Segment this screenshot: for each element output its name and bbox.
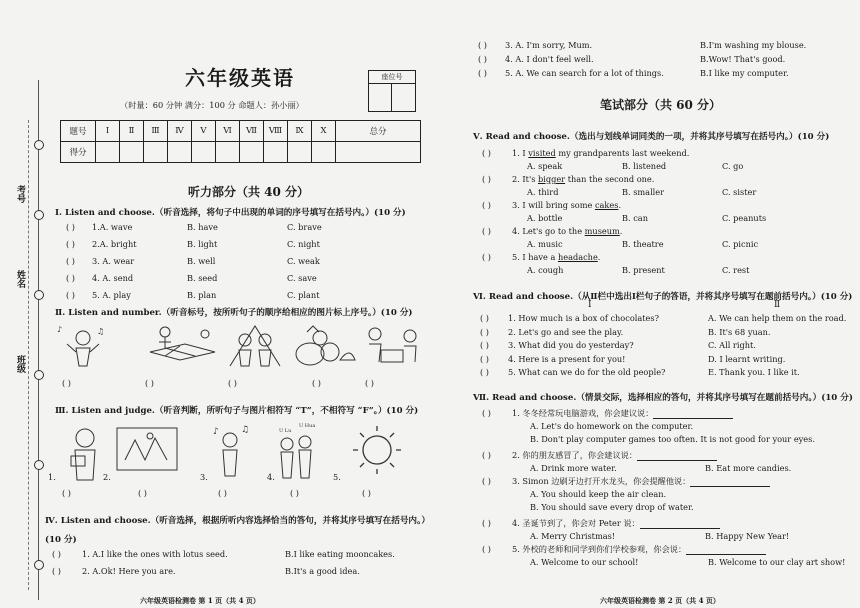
option-a: 3. A. wear — [92, 256, 135, 266]
question-sentence — [512, 252, 600, 262]
score-cell[interactable] — [192, 142, 216, 163]
option-c: C. plant — [287, 290, 320, 300]
option-a: A. cough — [527, 265, 564, 275]
boy-reading-picture — [71, 429, 95, 480]
svg-text:♪: ♪ — [57, 325, 63, 334]
option-c: C. save — [287, 273, 317, 283]
option-a: A. bottle — [527, 213, 563, 223]
answer-blank[interactable] — [637, 452, 717, 461]
fireworks-picture — [117, 428, 177, 470]
answer-paren[interactable]: ( ) — [482, 174, 491, 184]
section-7-head: Ⅶ. Read and choose.（情景交际，选择相应的答句，并将其序号填写在题前括号内。）(10 分) — [473, 393, 853, 403]
option-b: B. Don't play computer games too often. It is not good for your eyes. — [530, 434, 815, 444]
score-row-label: 得分 — [61, 142, 96, 163]
section-2-head: Ⅱ. Listen and number.（听音标号，按所听句子的顺序给相应的图片标上序号。）(10 分) — [55, 308, 413, 318]
answer-paren[interactable]: ( ) — [52, 566, 61, 576]
score-cell[interactable] — [264, 142, 288, 163]
answer-paren[interactable]: ( ) — [478, 68, 487, 78]
option-b: B. present — [622, 265, 665, 275]
option-a: A. Merry Christmas! — [530, 531, 616, 541]
question-prompt: 1. 冬冬经常玩电脑游戏，你会建议说： — [512, 408, 654, 418]
option-a: 5. A. play — [92, 290, 131, 300]
sentence-part: 1. I — [512, 148, 529, 158]
answer-paren[interactable]: ( ) — [62, 378, 71, 388]
binding-hole — [34, 560, 44, 570]
underlined-word: museum — [584, 226, 620, 236]
answer-paren[interactable]: ( ) — [482, 518, 491, 528]
score-cell[interactable] — [144, 142, 168, 163]
answer-paren[interactable]: ( ) — [138, 488, 147, 498]
svg-text:♫: ♫ — [241, 425, 250, 435]
section-2-pictures — [55, 322, 435, 374]
score-header-cell: Ⅹ — [312, 121, 336, 142]
option-b: B. listened — [622, 161, 667, 171]
footer-left: 六年级英语检测卷 第 1 页（共 4 页） — [140, 596, 260, 605]
score-cell[interactable] — [96, 142, 120, 163]
question-sentence — [512, 226, 622, 236]
score-cell[interactable] — [216, 142, 240, 163]
option-b: B. light — [187, 239, 218, 249]
score-cell[interactable] — [168, 142, 192, 163]
section-1-head: Ⅰ. Listen and choose.（听音选择，将句子中出现的单词的序号填写在括号内。）(10 分) — [55, 208, 406, 218]
kids-table-picture — [369, 328, 416, 362]
answer-paren[interactable]: ( ) — [66, 273, 75, 283]
name-label: 姓名 — [15, 270, 25, 288]
section-3-head: Ⅲ. Listen and judge.（听音判断，所听句子与图片相符写 “T”，不相符写 “F”。）(10 分) — [55, 406, 419, 416]
option-a: 1. A.I like the ones with lotus seed. — [82, 549, 228, 559]
svg-text:♫: ♫ — [97, 327, 105, 336]
class-label: 班级 — [15, 355, 25, 373]
option-b: B.I'm washing my blouse. — [700, 40, 807, 50]
option-b: B.It's a good idea. — [285, 566, 360, 576]
question-sentence — [512, 200, 621, 210]
underlined-word: visited — [528, 148, 556, 158]
option-a: 5. A. We can search for a lot of things. — [505, 68, 664, 78]
answer-paren[interactable]: ( ) — [480, 340, 489, 350]
pic-label: U Lu — [279, 428, 292, 434]
option-a: A. speak — [527, 161, 563, 171]
answer-paren[interactable]: ( ) — [66, 222, 75, 232]
sentence-part: . — [597, 252, 601, 262]
option-c: C. sister — [722, 187, 757, 197]
option-b: B. Happy New Year! — [705, 531, 790, 541]
sentence-part: . — [619, 226, 623, 236]
sun-picture — [353, 426, 401, 474]
sentence-part: 5. I have a — [512, 252, 558, 262]
answer-blank[interactable] — [653, 410, 733, 419]
answer-blank[interactable] — [690, 478, 770, 487]
answer-option: A. We can help them on the road. — [708, 313, 847, 323]
sentence-part: 4. Let's go to the — [512, 226, 585, 236]
kid-music-2-picture — [213, 425, 249, 476]
question-text: 2. Let's go and see the play. — [508, 326, 624, 337]
score-header-cell: Ⅸ — [288, 121, 312, 142]
section-3-pictures — [55, 420, 435, 486]
question-text: 5. What can we do for the old people? — [508, 367, 666, 377]
picture-number: 1. — [48, 472, 56, 482]
underlined-word: headache — [557, 252, 598, 262]
question-sentence — [512, 174, 654, 184]
kid-music-picture — [57, 325, 104, 366]
hopscotch-picture — [150, 327, 215, 360]
option-c: C. rest — [722, 265, 750, 275]
column-2-label: Ⅱ — [774, 300, 781, 310]
pic-label: U Hua — [299, 423, 316, 429]
picture-number: 3. — [200, 472, 208, 482]
answer-paren[interactable]: ( ) — [482, 476, 491, 486]
answer-option: D. I learnt writing. — [708, 353, 786, 364]
question-text — [512, 450, 717, 461]
option-c: C. peanuts — [722, 213, 767, 223]
answer-paren[interactable]: ( ) — [480, 326, 489, 337]
section-4-head: Ⅳ. Listen and choose.（听音选择，根据所听内容选择恰当的答句，并将其序号填写在括号内。）(10 分) — [45, 516, 430, 545]
option-a: A. Drink more water. — [530, 463, 617, 473]
score-header-cell: Ⅲ — [144, 121, 168, 142]
score-table — [60, 120, 421, 163]
seat-label: 座位号 — [369, 71, 415, 84]
sentence-part: 2. It's — [512, 174, 538, 184]
score-cell[interactable] — [288, 142, 312, 163]
question-prompt: 3. Simon 边刷牙边打开水龙头，你会提醒他说： — [512, 476, 691, 486]
answer-paren[interactable]: ( ) — [66, 239, 75, 249]
answer-paren[interactable]: ( ) — [218, 488, 227, 498]
column-1-label: Ⅰ — [588, 300, 592, 310]
answer-option: B. It's 68 yuan. — [708, 326, 771, 337]
score-cell[interactable] — [120, 142, 144, 163]
score-header-cell: Ⅷ — [264, 121, 288, 142]
binding-hole — [34, 290, 44, 300]
option-b: B. well — [187, 256, 216, 266]
answer-paren[interactable]: ( ) — [480, 313, 489, 323]
option-b: B. Welcome to our clay art show! — [708, 557, 846, 567]
picture-number: 5. — [333, 472, 341, 482]
answer-paren[interactable]: ( ) — [480, 353, 489, 364]
answer-paren[interactable]: ( ) — [62, 488, 71, 498]
two-kids-picture — [279, 423, 315, 478]
sentence-part: 3. I will bring some — [512, 200, 595, 210]
score-header-cell: 题号 — [61, 121, 96, 142]
answer-paren[interactable]: ( ) — [478, 40, 487, 50]
option-c: C. brave — [287, 222, 322, 232]
answer-paren[interactable]: ( ) — [482, 200, 491, 210]
binding-hole — [34, 460, 44, 470]
answer-paren[interactable]: ( ) — [66, 290, 75, 300]
binding-dashed-line — [28, 120, 30, 590]
answer-paren[interactable]: ( ) — [145, 378, 154, 388]
kids-group-picture — [230, 326, 280, 366]
answer-blank[interactable] — [640, 520, 720, 529]
answer-paren[interactable]: ( ) — [365, 378, 374, 388]
option-c: C. weak — [287, 256, 320, 266]
option-a: 4. A. I don't feel well. — [505, 54, 594, 64]
question-text — [512, 408, 733, 419]
question-prompt: 5. 外校的老师和同学到你们学校参观，你会说： — [512, 544, 687, 554]
option-a: A. Let's do homework on the computer. — [530, 421, 694, 431]
option-a: A. Welcome to our school! — [530, 557, 639, 567]
question-prompt: 2. 你的朋友感冒了，你会建议说： — [512, 450, 638, 460]
score-header-cell: 总分 — [336, 121, 421, 142]
answer-option: C. All right. — [708, 340, 756, 350]
answer-paren[interactable]: ( ) — [362, 488, 371, 498]
question-text: 4. Here is a present for you! — [508, 353, 626, 364]
section-5-head: Ⅴ. Read and choose.（选出与划线单词同类的一项，并将其序号填写在括号内。）(10 分) — [473, 132, 830, 142]
picture-number: 4. — [267, 472, 275, 482]
answer-paren[interactable]: ( ) — [482, 408, 491, 418]
answer-paren[interactable]: ( ) — [66, 256, 75, 266]
score-header-cell: Ⅰ — [96, 121, 120, 142]
score-header-cell: Ⅱ — [120, 121, 144, 142]
option-c: C. picnic — [722, 239, 759, 249]
option-b: B. You should save every drop of water. — [530, 502, 694, 512]
option-b: B. have — [187, 222, 218, 232]
binding-hole — [34, 140, 44, 150]
question-text — [512, 518, 720, 529]
score-header-cell: Ⅴ — [192, 121, 216, 142]
sentence-part: my grandparents last weekend. — [555, 148, 690, 158]
binding-hole — [34, 370, 44, 380]
question-text: 1. How much is a box of chocolates? — [508, 313, 659, 323]
seat-number-box — [368, 70, 416, 112]
option-a: 2.A. bright — [92, 239, 137, 249]
answer-paren[interactable]: ( ) — [290, 488, 299, 498]
underlined-word: cakes — [594, 200, 619, 210]
option-c: C. night — [287, 239, 320, 249]
score-cell[interactable] — [312, 142, 336, 163]
exam-number-label: 考号 — [15, 185, 25, 203]
page-title: 六年级英语 — [185, 66, 295, 90]
sentence-part: . — [618, 200, 622, 210]
picture-number: 2. — [103, 472, 111, 482]
listening-title: 听力部分（共 40 分） — [188, 185, 310, 199]
underlined-word: bigger — [538, 174, 566, 184]
answer-option: E. Thank you. I like it. — [708, 367, 800, 377]
option-b: B.I like eating mooncakes. — [285, 549, 395, 559]
score-cell[interactable] — [240, 142, 264, 163]
svg-text:♪: ♪ — [213, 427, 219, 437]
option-a: 2. A.Ok! Here you are. — [82, 566, 176, 576]
answer-paren[interactable]: ( ) — [482, 450, 491, 460]
answer-paren[interactable]: ( ) — [52, 549, 61, 559]
option-a: A. You should keep the air clean. — [530, 489, 667, 499]
score-cell[interactable] — [336, 142, 421, 163]
answer-blank[interactable] — [686, 546, 766, 555]
answer-paren[interactable]: ( ) — [482, 226, 491, 236]
binding-hole — [34, 210, 44, 220]
score-header-cell: Ⅳ — [168, 121, 192, 142]
answer-paren[interactable]: ( ) — [482, 544, 491, 554]
answer-paren[interactable]: ( ) — [478, 54, 487, 64]
written-title: 笔试部分（共 60 分） — [600, 98, 722, 112]
question-text: 3. What did you do yesterday? — [508, 340, 634, 350]
question-prompt: 4. 圣诞节到了，你会对 Peter 说： — [512, 518, 640, 528]
sentence-part: than the second one. — [565, 174, 655, 184]
answer-paren[interactable]: ( ) — [228, 378, 237, 388]
option-b: B. seed — [187, 273, 218, 283]
option-b: B.I like my computer. — [700, 68, 789, 78]
answer-paren[interactable]: ( ) — [312, 378, 321, 388]
option-b: B. plan — [187, 290, 217, 300]
question-sentence — [512, 148, 689, 158]
score-header-cell: Ⅵ — [216, 121, 240, 142]
option-b: B. theatre — [622, 239, 664, 249]
option-b: B. Eat more candies. — [705, 463, 792, 473]
answer-paren[interactable]: ( ) — [482, 148, 491, 158]
option-b: B.Wow! That's good. — [700, 54, 786, 64]
option-a: 1.A. wave — [92, 222, 133, 232]
option-a: A. music — [527, 239, 563, 249]
fruits-picture — [296, 326, 355, 365]
score-header-cell: Ⅶ — [240, 121, 264, 142]
section-6-head: Ⅵ. Read and choose.（从Ⅱ栏中选出Ⅰ栏句子的答语，并将其序号填写在题前括号内。）(10 分) — [473, 292, 853, 302]
binding-line — [38, 80, 39, 600]
answer-paren[interactable]: ( ) — [482, 252, 491, 262]
question-text — [512, 476, 770, 487]
option-a: A. third — [527, 187, 559, 197]
option-c: C. go — [722, 161, 744, 171]
footer-right: 六年级英语检测卷 第 2 页（共 4 页） — [600, 596, 720, 605]
answer-paren[interactable]: ( ) — [480, 367, 489, 377]
question-text — [512, 544, 766, 555]
exam-info: （时量：60 分钟 满分：100 分 命题人：孙小丽） — [120, 100, 304, 110]
option-a: 3. A. I'm sorry, Mum. — [505, 40, 593, 50]
option-b: B. smaller — [622, 187, 665, 197]
option-b: B. can — [622, 213, 648, 223]
option-a: 4. A. send — [92, 273, 134, 283]
